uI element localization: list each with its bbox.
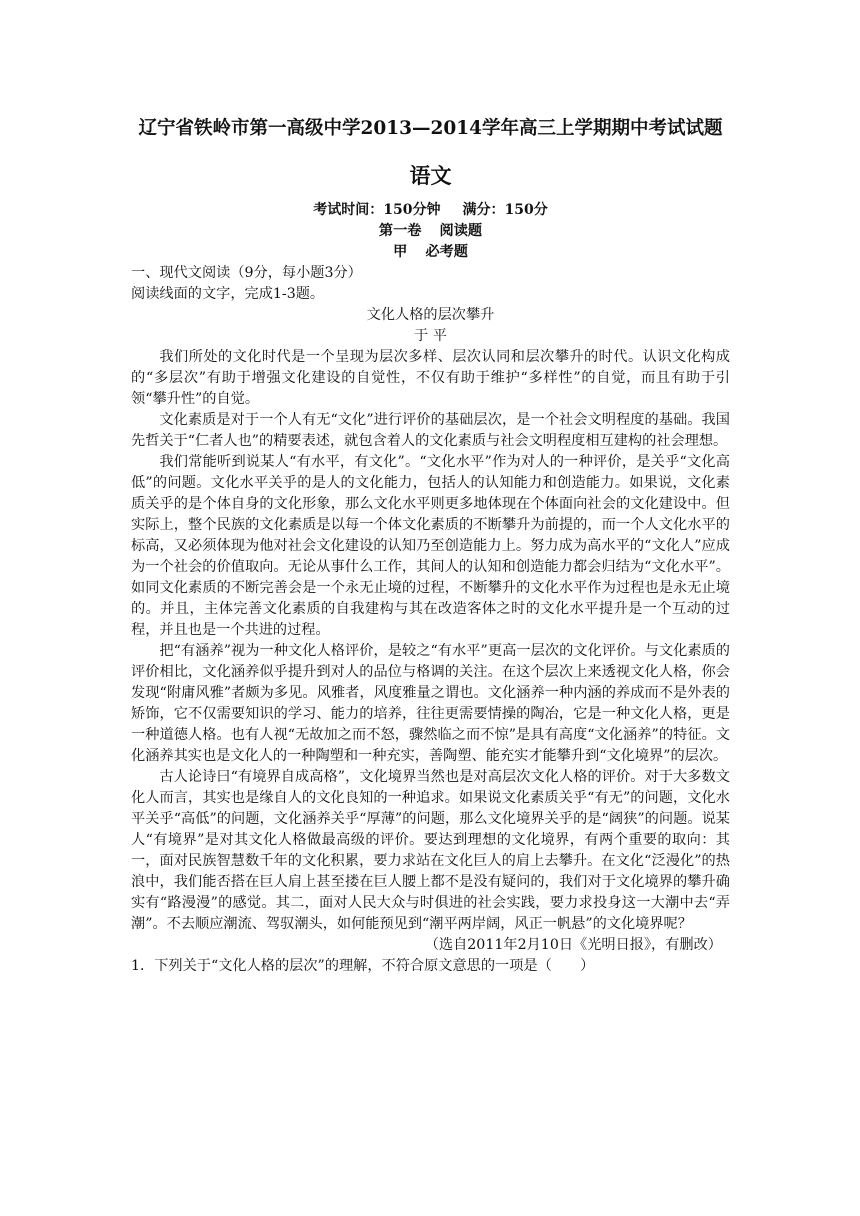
volume-label: 第一卷	[378, 223, 422, 239]
subject-title: 语文	[409, 163, 452, 188]
document-title: 辽宁省铁岭市第一高级中学2013—2014学年高三上学期期中考试试题	[138, 118, 723, 139]
part-heading	[131, 242, 730, 263]
article-paragraph: 把“有涵养”视为一种文化人格评价，是较之“有水平”更高一层次的文化评价。与文化素质的评价相比，文化涵养似乎提升到对人的品位与格调的关注。在这个层次上来透视文化人格，你会发现“附庸风雅”者颇为多见。风雅者，风度雅量之谓也。文化涵养一种内涵的养成而不是外表的矫饰，它不仅需要知识的学习、能力的培养，往往更需要情操的陶冶，它是一种文化人格，更是一种道德人格。也有人视“无故加之而不怒，骤然临之而不惊”是具有高度“文化涵养”的特征。文化涵养其实也是文化人的一种陶塑和一种充实，善陶塑、能充实才能攀升到“文化境界”的层次。	[131, 643, 730, 764]
article-paragraph: 我们常能听到说某人“有水平，有文化”。“文化水平”作为对人的一种评价，是关乎“文化高低”的问题。文化水平关乎的是人的文化能力，包括人的认知能力和创造能力。如果说，文化素质关乎的是个体自身的文化形象，那么文化水平则更多地体现在个体面向社会的文化建设中。但实际上，整个民族的文化素质是以每一个体文化素质的不断攀升为前提的，而一个人文化水平的标高，又必须体现为他对社会文化建设的认知乃至创造能力上。努力成为高水平的“文化人”应成为一个社会的价值取向。无论从事什么工作，其间人的认知和创造能力都会归结为“文化水平”。如同文化素质的不断完善会是一个永无止境的过程，不断攀升的文化水平作为过程也是永无止境的。并且，主体完善文化素质的自我建构与其在改造客体之时的文化水平提升是一个互动的过程，并且也是一个共进的过程。	[131, 454, 730, 638]
section-heading: 一、现代文阅读（9分，每小题3分）	[131, 265, 362, 281]
article-paragraph: 我们所处的文化时代是一个呈现为层次多样、层次认同和层次攀升的时代。认识文化构成的“多层次”有助于增强文化建设的自觉性，不仅有助于维护“多样性”的自觉，而且有助于引领“攀升性”的自觉。	[131, 349, 730, 407]
part-label: 甲	[393, 244, 408, 260]
question-1: 1．下列关于“文化人格的层次”的理解，不符合原文意思的一项是（ ）	[131, 958, 595, 974]
full-score: 满分：150分	[462, 202, 548, 218]
article-title: 文化人格的层次攀升	[366, 307, 495, 323]
exam-time: 考试时间：150分钟	[313, 202, 441, 218]
volume-heading	[131, 221, 730, 242]
volume-name: 阅读题	[439, 223, 483, 239]
exam-info	[131, 200, 730, 221]
article-paragraph: 古人论诗曰“有境界自成高格”，文化境界当然也是对高层次文化人格的评价。对于大多数文化人而言，其实也是缘自人的文化良知的一种追求。如果说文化素质关乎“有无”的问题，文化水平关乎“高低”的问题，文化涵养关乎“厚薄”的问题，那么文化境界关乎的是“阔狭”的问题。说某人“有境界”是对其文化人格做最高级的评价。要达到理想的文化境界，有两个重要的取向：其一，面对民族智慧数千年的文化积累，要力求站在文化巨人的肩上去攀升。在文化“泛漫化”的热浪中，我们能否搭在巨人肩上甚至搂在巨人腰上都不是没有疑问的，我们对于文化境界的攀升确实有“路漫漫”的感觉。其二，面对人民大众与时俱进的社会实践，要力求投身这一大潮中去“弄潮”。不去顺应潮流、驾驭潮头，如何能预见到“潮平两岸阔，风正一帆悬”的文化境界呢？	[131, 769, 730, 932]
part-name: 必考题	[425, 244, 468, 260]
article-paragraph: 文化素质是对于一个人有无“文化”进行评价的基础层次，是一个社会文明程度的基础。我国先哲关于“仁者人也”的精要表述，就包含着人的文化素质与社会文明程度相互建构的社会理想。	[131, 412, 730, 449]
section-instruction: 阅读线面的文字，完成1-3题。	[131, 286, 325, 302]
article-author: 于 平	[414, 328, 447, 344]
article-source: （选自2011年2月10日《光明日报》，有删改）	[424, 937, 722, 953]
